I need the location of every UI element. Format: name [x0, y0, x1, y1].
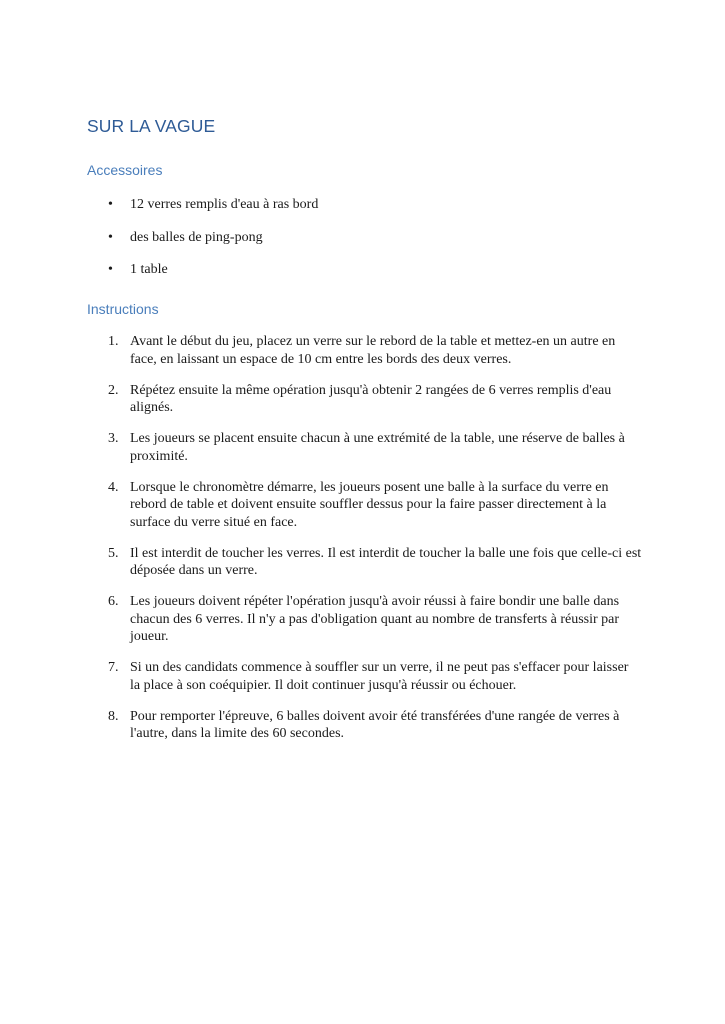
step-text: Si un des candidats commence à souffler sur un verre, il ne peut pas s'effacer pour laisser la place à son coéquipier. Il doit continuer jusqu'à réussir ou échouer. — [130, 660, 629, 693]
instruction-step — [0, 382, 642, 417]
instructions-list — [0, 333, 725, 756]
list-item — [0, 229, 318, 247]
step-text: Lorsque le chronomètre démarre, les joueurs posent une balle à la surface du verre en rebord de table et doivent ensuite souffler dessus pour la faire passer directement à la surface du verre situé en face. — [130, 479, 609, 530]
step-number: 6. — [108, 594, 119, 609]
instructions-heading: Instructions — [87, 301, 159, 317]
step-text: Avant le début du jeu, placez un verre sur le rebord de la table et mettez-en un autre en face, en laissant un espace de 10 cm entre les bords des deux verres. — [130, 334, 616, 367]
instruction-step — [0, 593, 642, 646]
step-number: 8. — [108, 708, 119, 724]
list-item-text: 12 verres remplis d'eau à ras bord — [130, 197, 319, 212]
step-number: 7. — [108, 660, 119, 675]
step-number: 2. — [108, 382, 119, 398]
step-text: Pour remporter l'épreuve, 6 balles doivent avoir été transférées d'une rangée de verres à l'autre, dans la limite des 60 secondes. — [130, 708, 620, 741]
bullet-icon: • — [108, 197, 113, 212]
list-item-text: des balles de ping-pong — [130, 229, 263, 245]
step-number: 4. — [108, 479, 119, 495]
step-number: 3. — [108, 431, 119, 446]
instruction-step — [0, 659, 642, 694]
instruction-step — [0, 708, 642, 743]
instruction-step — [0, 430, 642, 465]
step-number: 5. — [108, 545, 119, 561]
document-title: SUR LA VAGUE — [87, 116, 216, 136]
list-item — [0, 261, 318, 279]
accessories-list — [0, 196, 318, 294]
bullet-icon: • — [108, 229, 113, 245]
instruction-step — [0, 333, 642, 368]
step-text: Les joueurs doivent répéter l'opération jusqu'à avoir réussi à faire bondir une balle dans chacun des 6 verres. Il n'y a pas d'obligation quant au nombre de transferts à réussir par joueur. — [130, 594, 620, 644]
step-text: Répétez ensuite la même opération jusqu'à obtenir 2 rangées de 6 verres remplis d'eau alignés. — [130, 382, 612, 415]
step-number: 1. — [108, 334, 119, 349]
instruction-step — [0, 479, 642, 532]
instruction-step — [0, 545, 642, 580]
bullet-icon: • — [108, 262, 113, 277]
list-item — [0, 196, 318, 214]
accessories-heading: Accessoires — [87, 162, 163, 178]
step-text: Les joueurs se placent ensuite chacun à une extrémité de la table, une réserve de balles à proximité. — [130, 431, 625, 464]
list-item-text: 1 table — [130, 262, 168, 277]
step-text: Il est interdit de toucher les verres. Il est interdit de toucher la balle une fois que celle-ci est déposée dans un verre. — [130, 545, 642, 578]
